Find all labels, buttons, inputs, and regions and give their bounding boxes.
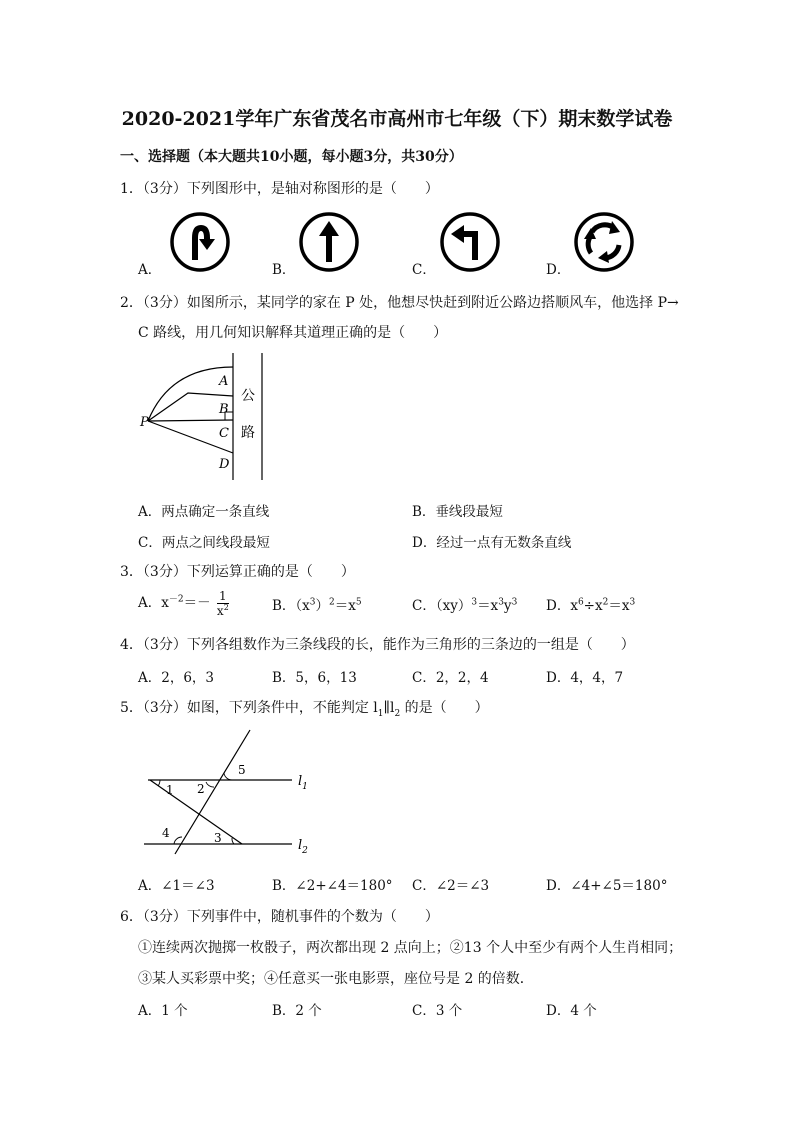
q5-line-l2-label: $l_2$ — [298, 838, 308, 856]
q6-option-c: C．3 个 — [412, 1003, 463, 1019]
q3-stem: 3．（3分）下列运算正确的是（ ） — [120, 564, 355, 580]
q3-option-a: A．$x^{-2}=-$ $\frac{1}{x^2}$ — [138, 589, 229, 618]
q3-option-b: B．$(x^3)^2=x^5$ — [272, 597, 362, 614]
q2-stem-line1: 2．（3分）如图所示，某同学的家在 P 处，他想尽快赶到附近公路边搭顺风车，他选择 P→ — [120, 295, 679, 311]
section-heading: 一、选择题（本大题共10小题，每小题3分，共30分） — [120, 149, 463, 165]
q3-option-d: D．$x^6\div x^2=x^3$ — [546, 597, 636, 614]
q6-option-d: D．4 个 — [546, 1003, 597, 1019]
q3-option-c: C．$(xy)^3=x^3y^3$ — [412, 597, 518, 614]
q5-angle-1: 1 — [166, 783, 174, 797]
straight-arrow-sign-icon — [297, 210, 361, 274]
page-title: 2020-2021学年广东省茂名市高州市七年级（下）期末数学试卷 — [121, 108, 673, 130]
q4-option-a: A．2，6，3 — [138, 670, 215, 686]
q2-road-figure — [130, 345, 290, 490]
q2-point-a: A — [219, 374, 229, 389]
q1-option-c: C． — [412, 262, 436, 278]
q1-option-a: A． — [138, 262, 162, 278]
q5-angle-2: 2 — [197, 782, 205, 796]
q2-point-d: D — [219, 457, 230, 472]
q2-point-p: P — [140, 415, 149, 430]
q1-option-d: D． — [546, 262, 571, 278]
q5-option-c: C．∠2＝∠3 — [412, 878, 490, 894]
u-turn-sign-icon — [168, 210, 232, 274]
recycle-arrows-sign-icon — [572, 210, 636, 274]
q5-angle-3: 3 — [214, 831, 222, 845]
left-turn-sign-icon — [438, 210, 502, 274]
q1-option-b: B． — [272, 262, 296, 278]
q2-option-a: A．两点确定一条直线 — [138, 504, 270, 520]
q2-road-label-1: 公 — [241, 388, 255, 404]
q2-stem-line2: C 路线，用几何知识解释其道理正确的是（ ） — [138, 325, 448, 341]
q4-stem: 4．（3分）下列各组数作为三条线段的长，能作为三角形的三条边的一组是（ ） — [120, 637, 635, 653]
q6-option-a: A．1 个 — [138, 1003, 188, 1019]
q5-stem: 5．（3分）如图，下列条件中，不能判定 $l_1\parallel l_2$ 的是（ ） — [120, 700, 489, 719]
q2-option-d: D．经过一点有无数条直线 — [412, 535, 572, 551]
q2-option-b: B．垂线段最短 — [412, 504, 503, 520]
q5-angle-5: 5 — [238, 763, 246, 777]
q1-stem: 1．（3分）下列图形中，是轴对称图形的是（ ） — [120, 181, 439, 197]
q5-option-b: B．∠2+∠4＝180° — [272, 878, 393, 894]
q6-stem: 6．（3分）下列事件中，随机事件的个数为（ ） — [120, 909, 439, 925]
q4-option-c: C．2，2，4 — [412, 670, 489, 686]
q5-line-l1-label: $l_1$ — [298, 774, 308, 792]
q5-option-d: D．∠4+∠5＝180° — [546, 878, 668, 894]
q2-point-c: C — [219, 426, 229, 441]
q5-parallel-lines-figure — [140, 725, 325, 860]
q4-option-d: D．4，4，7 — [546, 670, 624, 686]
q2-option-c: C．两点之间线段最短 — [138, 535, 270, 551]
q5-angle-4: 4 — [162, 826, 170, 840]
q6-line1: ①连续两次抛掷一枚骰子，两次都出现 2 点向上；②13 个人中至少有两个人生肖相同； — [138, 940, 683, 956]
q6-option-b: B．2 个 — [272, 1003, 322, 1019]
q6-line2: ③某人买彩票中奖；④任意买一张电影票，座位号是 2 的倍数． — [138, 971, 534, 987]
q5-option-a: A．∠1＝∠3 — [138, 878, 215, 894]
q2-point-b: B — [219, 402, 229, 417]
q2-road-label-2: 路 — [241, 425, 255, 441]
q4-option-b: B．5，6，13 — [272, 670, 357, 686]
